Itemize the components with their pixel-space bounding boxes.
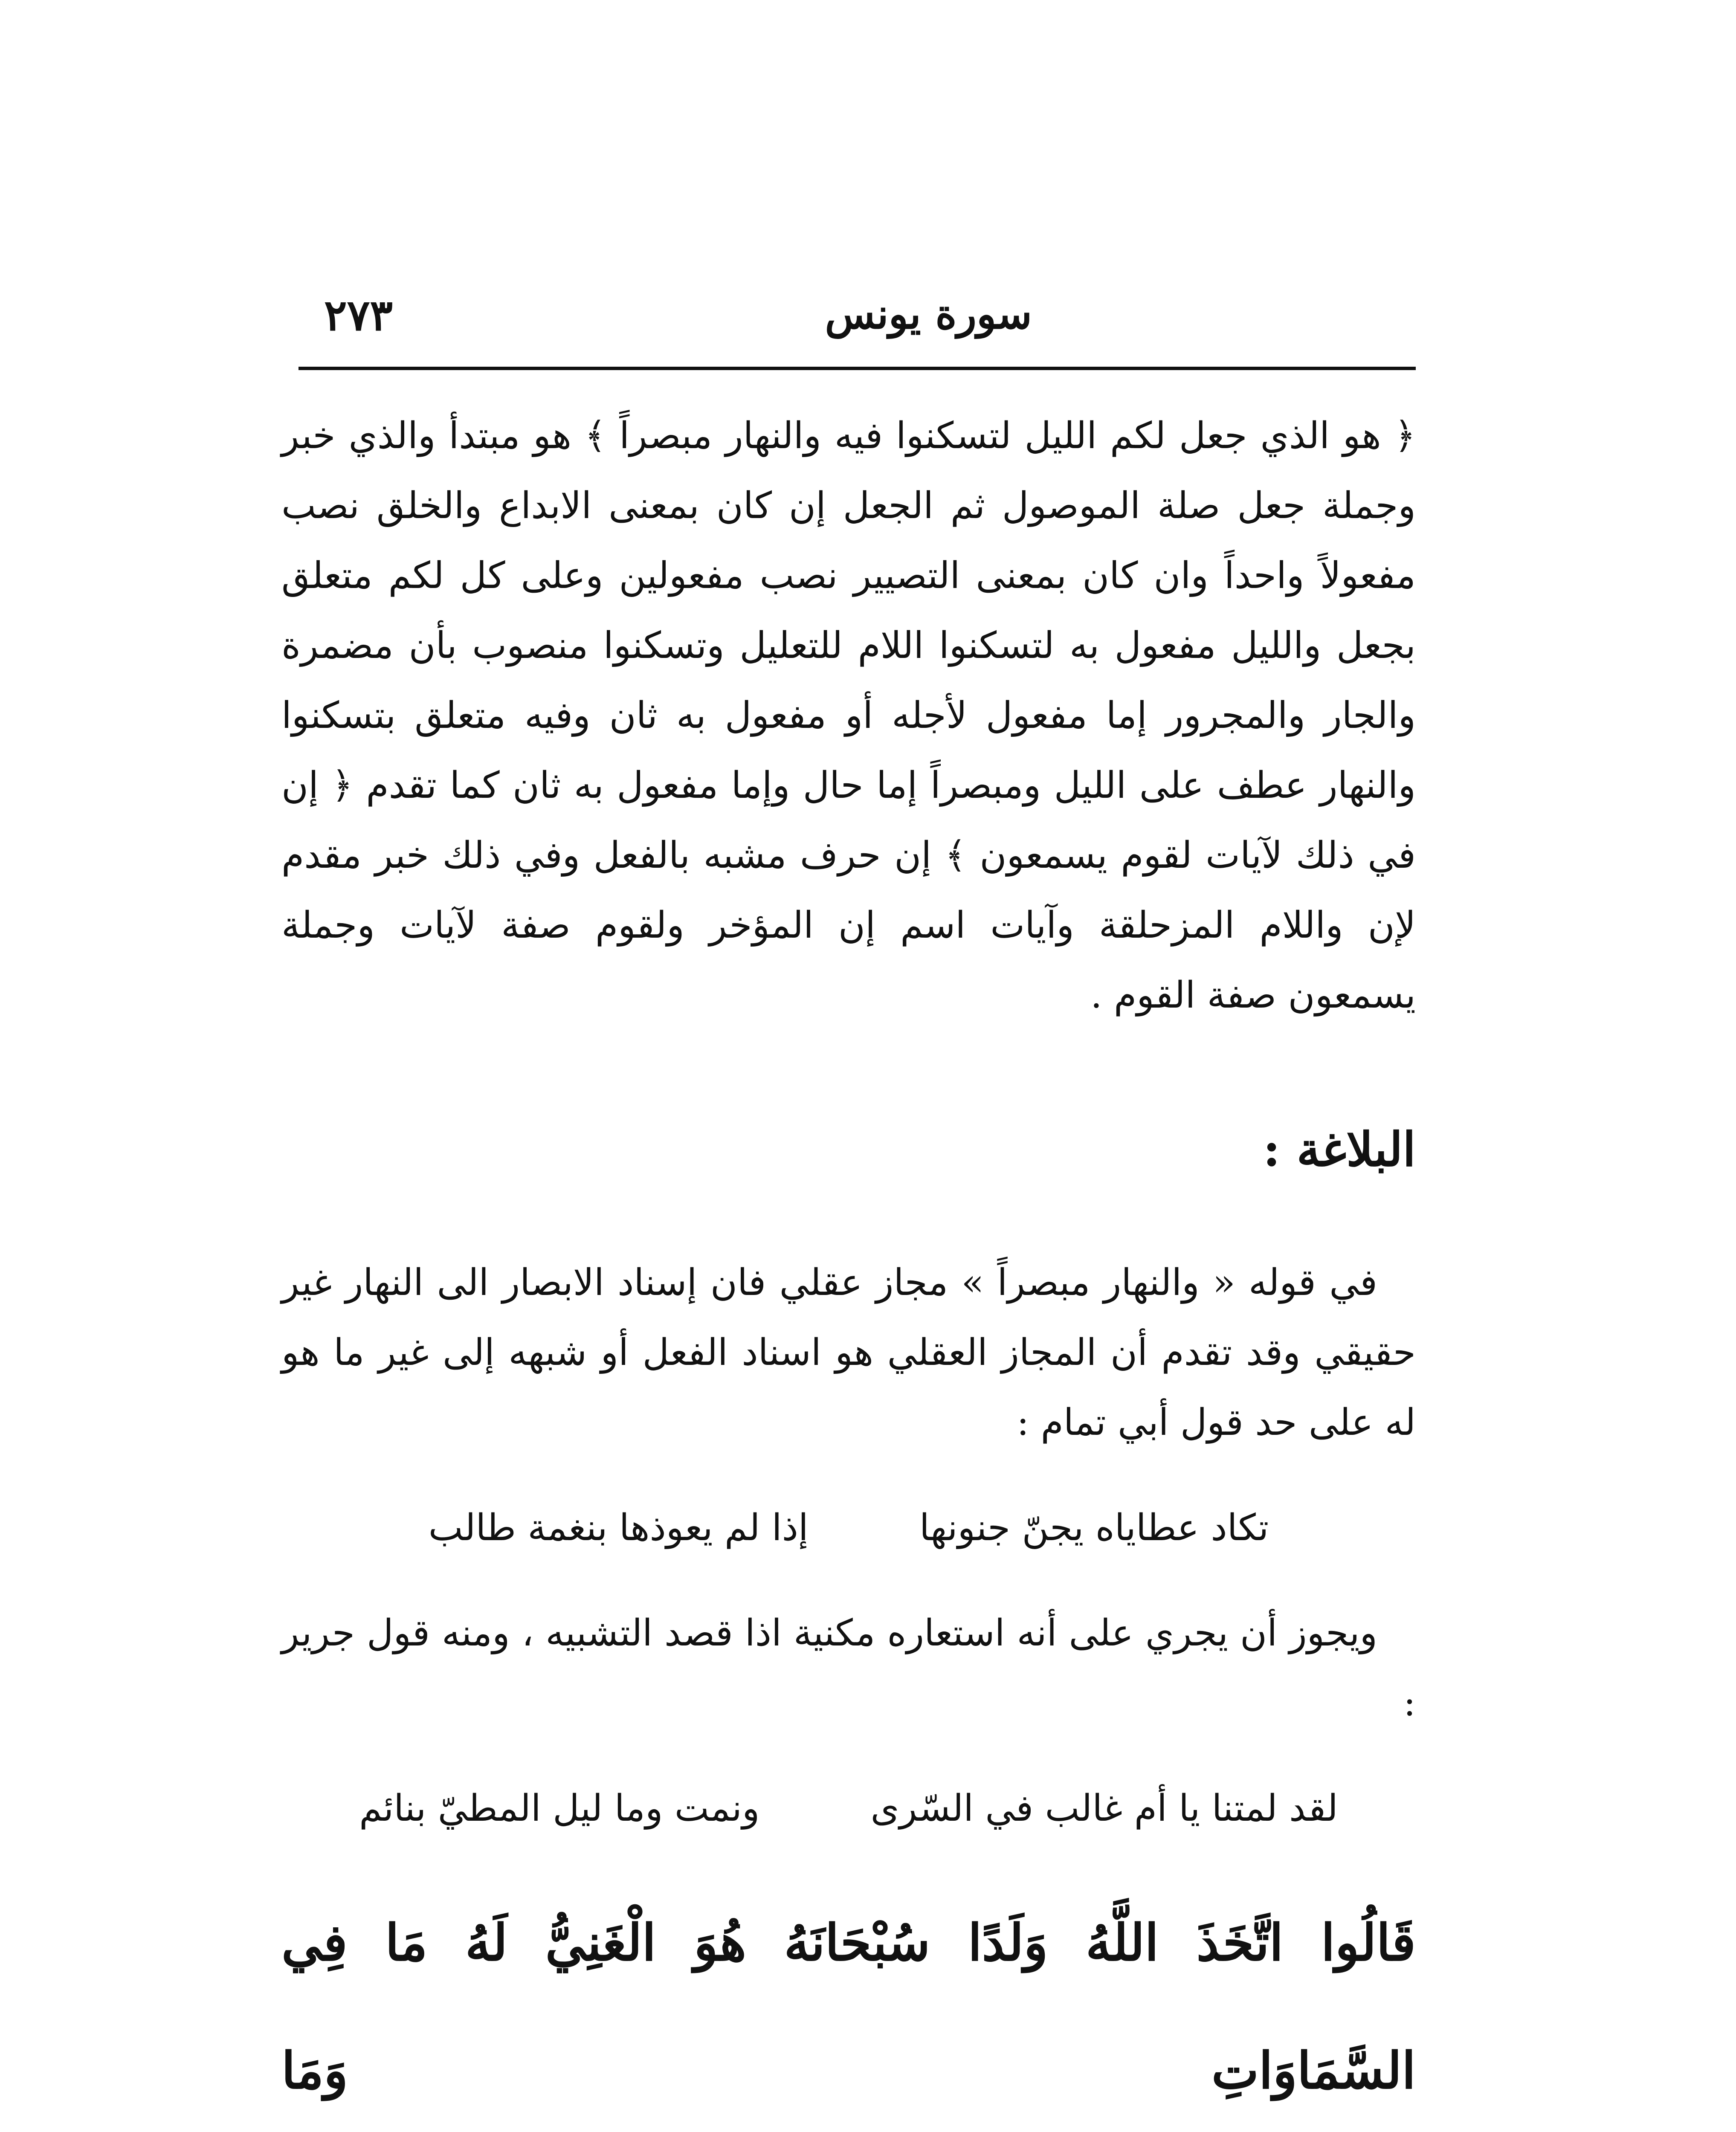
- page-body: [281, 401, 1416, 2132]
- header-rule: [299, 367, 1416, 370]
- verse-abu-tammam: [281, 1492, 1416, 1564]
- verse-hemistich-right: تكاد عطاياه يجنّ جنونها: [919, 1506, 1269, 1549]
- running-title: سورة يونس: [825, 290, 1032, 338]
- page-header: [299, 277, 1416, 354]
- paragraph-metaphor: في قوله « والنهار مبصراً » مجاز عقلي فان إسناد الابصار الى النهار غير حقيقي وقد تقدم أن المجاز العقلي هو اسناد الفعل أو شبهه إلى غير ما هو له على حد قول أبي تمام :: [281, 1261, 1416, 1444]
- verse-hemistich-left: ونمت وما ليل المطيّ بنائم: [359, 1787, 760, 1830]
- section-heading-rhetoric: البلاغة :: [1263, 1122, 1416, 1177]
- paragraph-isti-ara: ويجوز أن يجري على أنه استعاره مكنية اذا قصد التشبيه ، ومنه قول جرير :: [281, 1612, 1416, 1724]
- verse-jarir: [281, 1772, 1416, 1845]
- verse-hemistich-right: لقد لمتنا يا أم غالب في السّرى: [870, 1787, 1338, 1830]
- page-number: ٢٧٣: [324, 290, 393, 340]
- paragraph-grammar: ﴿ هو الذي جعل لكم الليل لتسكنوا فيه والنهار مبصراً ﴾ هو مبتدأ والذي خبر وجملة جعل صلة الموصول ثم الجعل إن كان بمعنى الابداع والخلق نصب مفعولاً واحداً وان كان بمعنى التصيير نصب مفعولين وعلى كل لكم متعلق بجعل والليل مفعول به لتسكنوا اللام للتعليل وتسكنوا منصوب بأن مضمرة والجار والمجرور إما مفعول لأجله أو مفعول به ثان وفيه متعلق بتسكنوا والنهار عطف على الليل ومبصراً إما حال وإما مفعول به ثان كما تقدم ﴿ إن في ذلك لآيات لقوم يسمعون ﴾ إن حرف مشبه بالفعل وفي ذلك خبر مقدم لإن واللام المزحلقة وآيات اسم إن المؤخر ولقوم صفة لآيات وجملة يسمعون صفة القوم .: [281, 414, 1416, 1017]
- quran-verse: [281, 1879, 1416, 2132]
- quran-line: قَالُوا اتَّخَذَ اللَّهُ وَلَدًا سُبْحَانَهُ هُوَ الْغَنِيُّ لَهُ مَا فِي السَّمَاوَاتِ وَمَا: [281, 1913, 1416, 2100]
- verse-hemistich-left: إذا لم يعوذها بنغمة طالب: [428, 1506, 809, 1549]
